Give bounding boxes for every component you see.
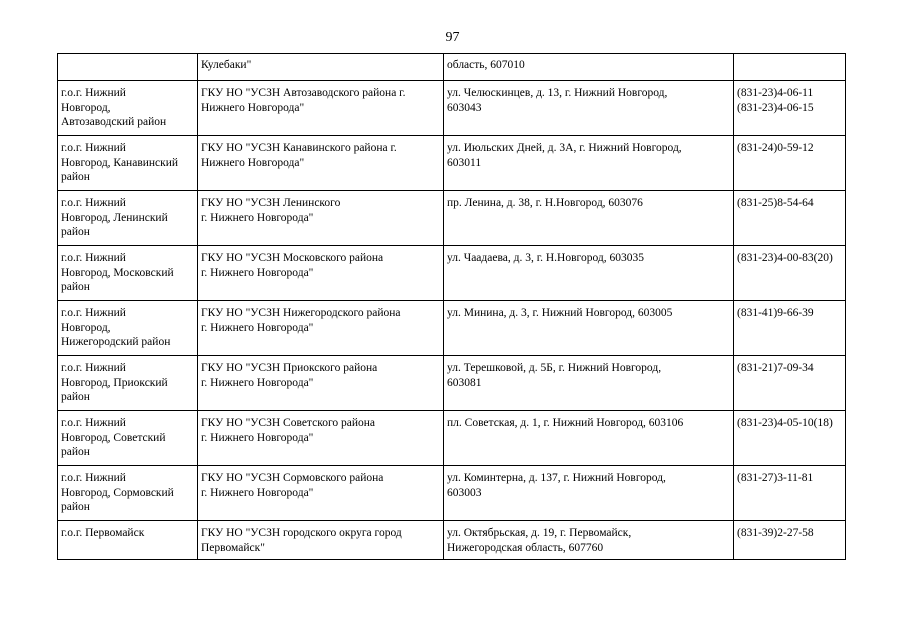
address-cell: [444, 81, 734, 136]
district-text-line: район: [61, 226, 90, 238]
address-cell: [444, 356, 734, 411]
district-cell: [58, 246, 198, 301]
district-text-line: г.о.г. Нижний: [61, 362, 126, 374]
phone-text-line: (831-23)4-06-15: [737, 101, 814, 114]
table-row: [58, 246, 846, 301]
phone-cell: [734, 81, 846, 136]
address-text-line: 603043: [447, 101, 482, 114]
institution-text-line: Кулебаки": [201, 59, 252, 71]
phone-cell: [734, 521, 846, 560]
address-text-line: ул. Челюскинцев, д. 13, г. Нижний Новгород,: [447, 87, 668, 99]
address-cell: [444, 136, 734, 191]
district-text-line: Новгород, Московский: [61, 266, 174, 279]
phone-cell: [734, 136, 846, 191]
address-text-line: Нижегородская область, 607760: [447, 541, 604, 554]
district-text-line: Нижегородский район: [61, 336, 171, 348]
district-cell: [58, 81, 198, 136]
table-row: [58, 301, 846, 356]
table-row: [58, 136, 846, 191]
institution-text-line: ГКУ НО "УСЗН городского округа город: [201, 527, 402, 539]
institution-text-line: ГКУ НО "УСЗН Канавинского района г.: [201, 142, 397, 154]
district-text-line: г.о.г. Нижний: [61, 252, 126, 264]
phone-cell: [734, 246, 846, 301]
address-cell: [444, 521, 734, 560]
district-text-line: г.о.г. Нижний: [61, 142, 126, 154]
address-text-line: 603003: [447, 486, 482, 499]
institution-text-line: ГКУ НО "УСЗН Сормовского района: [201, 472, 384, 484]
institution-text-line: ГКУ НО "УСЗН Автозаводского района г.: [201, 87, 406, 99]
institution-cell: [198, 411, 444, 466]
institution-text-line: г. Нижнего Новгорода": [201, 266, 314, 279]
institution-text-line: г. Нижнего Новгорода": [201, 431, 314, 444]
district-cell: [58, 356, 198, 411]
district-text-line: Новгород, Ленинский: [61, 211, 168, 224]
address-cell: [444, 411, 734, 466]
phone-cell: [734, 466, 846, 521]
district-cell: [58, 301, 198, 356]
address-cell: [444, 466, 734, 521]
phone-text-line: (831-23)4-06-11: [737, 87, 814, 99]
institution-text-line: ГКУ НО "УСЗН Московского района: [201, 252, 384, 264]
address-cell: [444, 301, 734, 356]
table-row: [58, 411, 846, 466]
address-text-line: 603011: [447, 156, 482, 169]
phone-cell: [734, 301, 846, 356]
institution-cell: [198, 81, 444, 136]
address-cell: [444, 246, 734, 301]
district-text-line: г.о.г. Нижний: [61, 472, 126, 484]
institution-cell: [198, 136, 444, 191]
phone-cell: [734, 356, 846, 411]
institution-text-line: Первомайск": [201, 541, 265, 554]
institution-cell: [198, 301, 444, 356]
phone-text-line: (831-23)4-00-83(20): [737, 252, 833, 264]
institution-text-line: ГКУ НО "УСЗН Советского района: [201, 417, 376, 429]
address-text-line: ул. Октябрьская, д. 19, г. Первомайск,: [447, 527, 632, 539]
phone-text-line: (831-41)9-66-39: [737, 307, 814, 319]
district-cell: [58, 521, 198, 560]
district-text-line: г.о.г. Нижний: [61, 417, 126, 429]
offices-table-body: [58, 54, 846, 560]
phone-cell: [734, 54, 846, 81]
district-text-line: Новгород, Приокский: [61, 376, 168, 389]
phone-cell: [734, 411, 846, 466]
district-text-line: район: [61, 281, 90, 293]
phone-text-line: (831-25)8-54-64: [737, 197, 814, 209]
phone-text-line: (831-27)3-11-81: [737, 472, 814, 484]
district-text-line: Новгород, Советский: [61, 431, 166, 444]
address-text-line: ул. Терешковой, д. 5Б, г. Нижний Новгород,: [447, 362, 662, 374]
table-row: [58, 54, 846, 81]
district-cell: [58, 466, 198, 521]
institution-text-line: г. Нижнего Новгорода": [201, 486, 314, 499]
address-text-line: пр. Ленина, д. 38, г. Н.Новгород, 603076: [447, 197, 643, 209]
institution-cell: [198, 521, 444, 560]
address-text-line: ул. Июльских Дней, д. 3А, г. Нижний Новгород,: [447, 142, 682, 154]
district-text-line: Автозаводский район: [61, 116, 167, 128]
district-text-line: г.о.г. Первомайск: [61, 527, 145, 539]
table-row: [58, 81, 846, 136]
district-text-line: Новгород,: [61, 321, 111, 334]
address-cell: [444, 54, 734, 81]
district-text-line: Новгород,: [61, 101, 111, 114]
table-row: [58, 356, 846, 411]
address-text-line: пл. Советская, д. 1, г. Нижний Новгород, 603106: [447, 417, 684, 429]
institution-text-line: ГКУ НО "УСЗН Ленинского: [201, 197, 341, 209]
district-text-line: район: [61, 171, 90, 183]
district-text-line: район: [61, 446, 90, 458]
institution-cell: [198, 54, 444, 81]
page-number: 97: [445, 30, 460, 45]
institution-text-line: ГКУ НО "УСЗН Приокского района: [201, 362, 378, 374]
district-text-line: г.о.г. Нижний: [61, 307, 126, 319]
institution-cell: [198, 191, 444, 246]
institution-cell: [198, 356, 444, 411]
institution-text-line: Нижнего Новгорода": [201, 101, 305, 114]
address-text-line: ул. Минина, д. 3, г. Нижний Новгород, 603005: [447, 307, 673, 319]
district-cell: [58, 411, 198, 466]
phone-text-line: (831-24)0-59-12: [737, 142, 814, 154]
phone-text-line: (831-39)2-27-58: [737, 527, 814, 539]
district-cell: [58, 136, 198, 191]
district-text-line: г.о.г. Нижний: [61, 87, 126, 99]
address-text-line: 603081: [447, 376, 482, 389]
institution-cell: [198, 246, 444, 301]
district-text-line: район: [61, 501, 90, 513]
address-cell: [444, 191, 734, 246]
district-text-line: район: [61, 391, 90, 403]
institution-text-line: г. Нижнего Новгорода": [201, 211, 314, 224]
district-text-line: Новгород, Сормовский: [61, 486, 174, 499]
phone-text-line: (831-23)4-05-10(18): [737, 417, 833, 429]
institution-text-line: Нижнего Новгорода": [201, 156, 305, 169]
district-cell: [58, 54, 198, 81]
table-row: [58, 191, 846, 246]
table-row: [58, 466, 846, 521]
address-text-line: область, 607010: [447, 59, 525, 71]
address-text-line: ул. Коминтерна, д. 137, г. Нижний Новгород,: [447, 472, 666, 484]
district-text-line: г.о.г. Нижний: [61, 197, 126, 209]
institution-text-line: г. Нижнего Новгорода": [201, 321, 314, 334]
institution-text-line: г. Нижнего Новгорода": [201, 376, 314, 389]
phone-text-line: (831-21)7-09-34: [737, 362, 814, 374]
institution-text-line: ГКУ НО "УСЗН Нижегородского района: [201, 307, 401, 319]
phone-cell: [734, 191, 846, 246]
district-cell: [58, 191, 198, 246]
address-text-line: ул. Чаадаева, д. 3, г. Н.Новгород, 603035: [447, 252, 644, 264]
table-row: [58, 521, 846, 560]
institution-cell: [198, 466, 444, 521]
district-text-line: Новгород, Канавинский: [61, 156, 179, 169]
offices-table: [57, 53, 846, 560]
